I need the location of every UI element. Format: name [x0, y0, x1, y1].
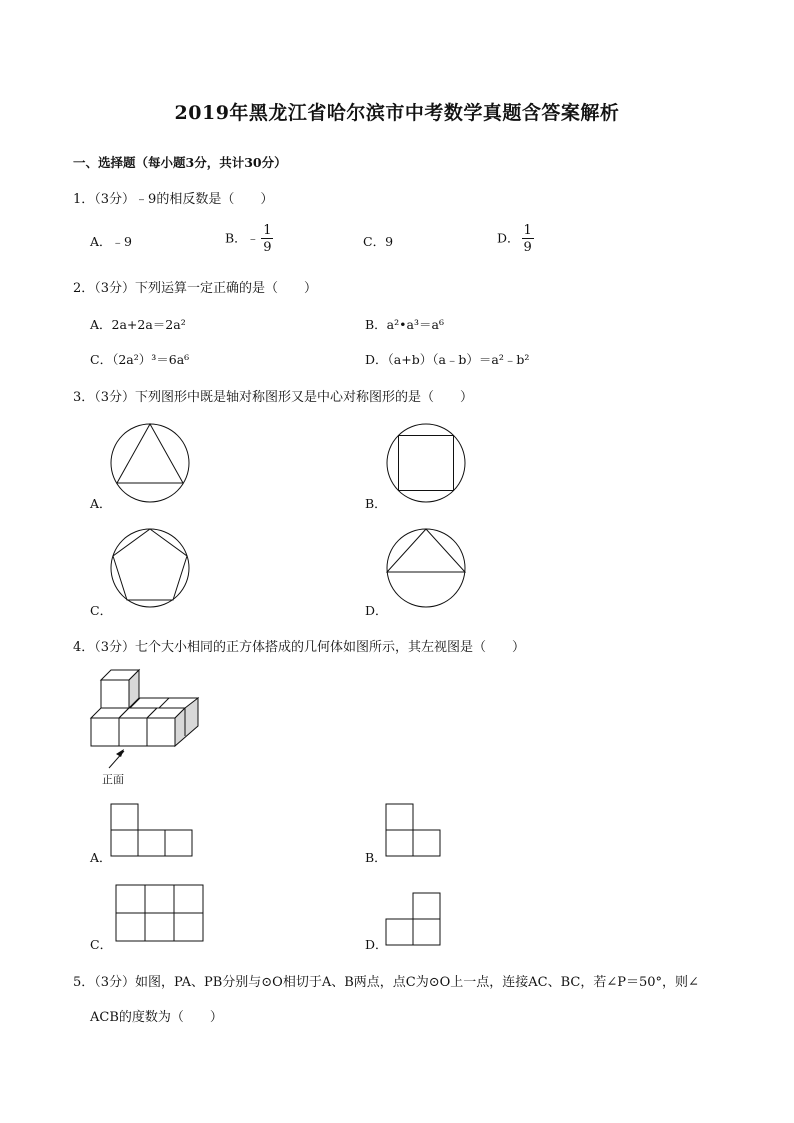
q2-option-d: D．（a+b）（a﹣b）＝a²﹣b²	[365, 352, 530, 367]
q1-option-d-fraction	[522, 224, 534, 254]
q1-option-b-numerator: 1	[263, 223, 272, 238]
page-title: 2019年黑龙江省哈尔滨市中考数学真题含答案解析	[174, 102, 620, 124]
question-4-stem: 4．（3分）七个大小相同的正方体搭成的几何体如图所示，其左视图是（ ）	[73, 640, 526, 655]
circle-inscribed-pentagon-figure	[109, 527, 191, 609]
q3-option-d: D．	[365, 603, 388, 618]
front-label: 正面	[102, 773, 124, 786]
circle-inscribed-triangle-figure	[109, 422, 191, 504]
section-heading: 一、选择题（每小题3分，共计30分）	[73, 155, 287, 170]
q1-option-b	[225, 224, 273, 254]
q1-option-d-numerator: 1	[523, 223, 532, 238]
question-5-line-2: ACB的度数为（ ）	[90, 1010, 223, 1025]
question-2-stem: 2．（3分）下列运算一定正确的是（ ）	[73, 281, 318, 296]
q2-option-c: C．（2a²）³＝6a⁶	[90, 352, 190, 367]
q3-option-a: A．	[90, 496, 112, 511]
q3-option-c: C．	[90, 603, 113, 618]
q2-option-a: A．2a+2a＝2a²	[90, 317, 186, 332]
question-1-stem: 1．（3分）﹣9的相反数是（ ）	[73, 192, 274, 207]
q1-option-b-fraction	[261, 224, 273, 254]
q1-option-d	[497, 224, 534, 254]
q4-option-b: B．	[365, 850, 387, 865]
circle-inscribed-square-figure	[385, 422, 467, 504]
q2-option-b: B．a²•a³＝a⁶	[365, 317, 444, 332]
left-view-option-b-figure	[385, 803, 443, 859]
q1-option-b-prefix: B．﹣	[225, 230, 260, 246]
q3-option-b: B．	[365, 496, 387, 511]
q4-option-c: C．	[90, 937, 113, 952]
q4-option-a: A．	[90, 850, 112, 865]
q1-option-d-prefix: D．	[497, 230, 520, 246]
cube-stack-3d-figure	[90, 668, 202, 758]
left-view-option-c-figure	[115, 884, 205, 944]
circle-triangle-diameter-figure	[385, 527, 467, 609]
q1-option-b-denominator: 9	[263, 240, 272, 255]
question-3-stem: 3．（3分）下列图形中既是轴对称图形又是中心对称图形的是（ ）	[73, 390, 474, 405]
q1-option-a: A．﹣9	[90, 234, 132, 249]
q4-option-d: D．	[365, 937, 388, 952]
q1-option-d-denominator: 9	[523, 240, 532, 255]
question-5-line-1: 5．（3分）如图，PA、PB分别与⊙O相切于A、B两点，点C为⊙O上一点，连接AC、BC，若∠P＝50°，则∠	[73, 975, 699, 990]
left-view-option-d-figure	[385, 892, 443, 948]
q1-option-c: C．9	[363, 234, 394, 249]
left-view-option-a-figure	[110, 803, 194, 859]
